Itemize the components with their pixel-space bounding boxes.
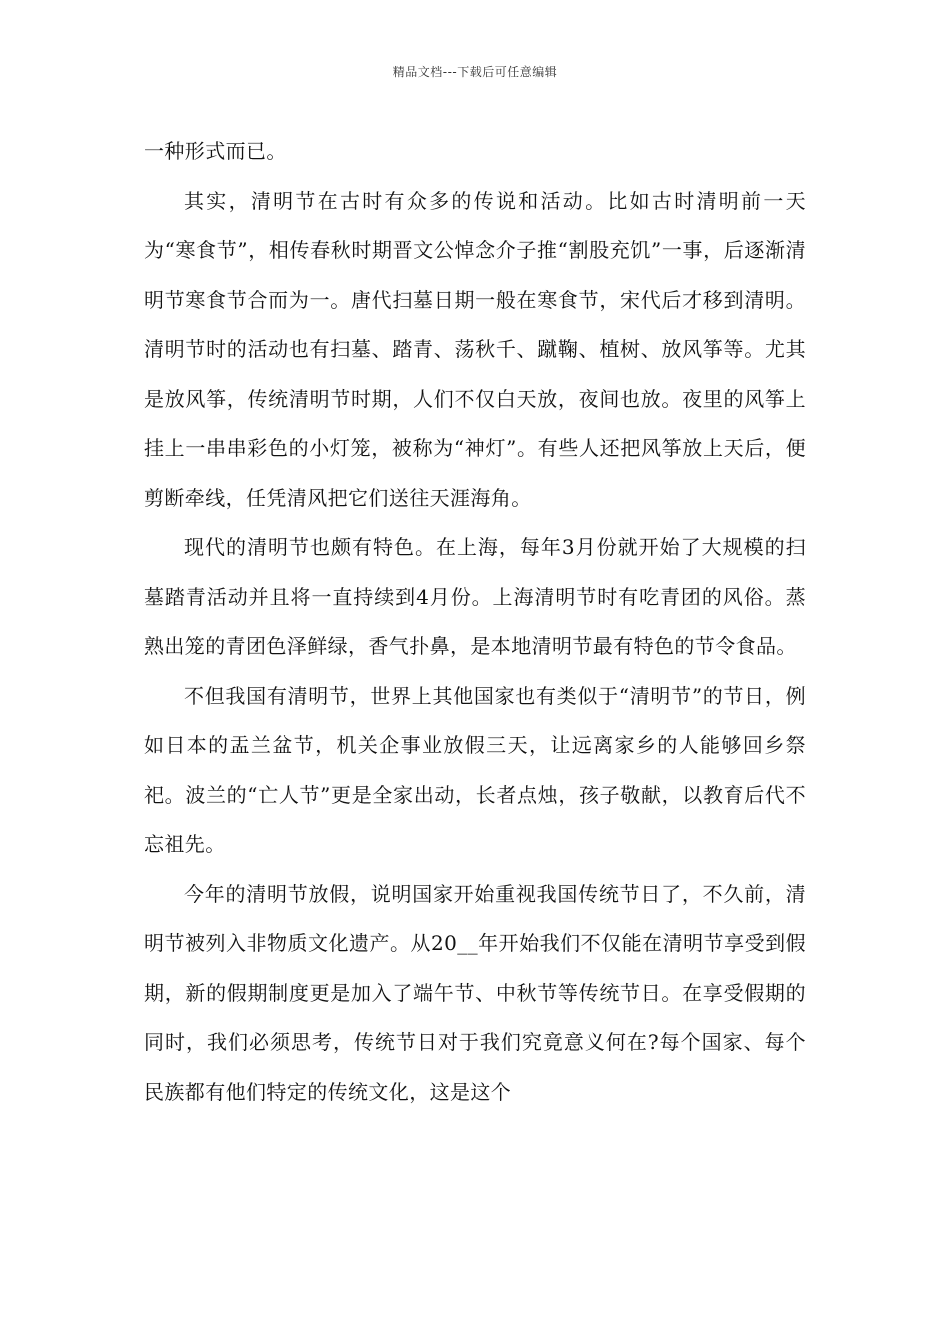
page-header: 精品文档---下载后可任意编辑 xyxy=(392,65,558,79)
paragraph-continuation: 一种形式而已。 xyxy=(144,139,287,163)
paragraph-other-countries: 不但我国有清明节，世界上其他国家也有类似于“清明节”的节日，例如日本的盂兰盆节，机关企事业放假三天，让远离家乡的人能够回乡祭祀。波兰的“亡人节”更是全家出动，长者点烛，孩子敬献，以教育后代不忘祖先。 xyxy=(144,683,806,856)
paragraph-modern-shanghai: 现代的清明节也颇有特色。在上海，每年3月份就开始了大规模的扫墓踏青活动并且将一直持续到4月份。上海清明节时有吃青团的风俗。蒸熟出笼的青团色泽鲜绿，香气扑鼻，是本地清明节最有特色的节令食品。 xyxy=(144,535,806,658)
paragraph-ancient-customs: 其实，清明节在古时有众多的传说和活动。比如古时清明前一天为“寒食节”，相传春秋时期晋文公悼念介子推“割股充饥”一事，后逐渐清明节寒食节合而为一。唐代扫墓日期一般在寒食节，宋代后才移到清明。清明节时的活动也有扫墓、踏青、荡秋千、蹴鞠、植树、放风筝等。尤其是放风筝，传统清明节时期，人们不仅白天放，夜间也放。夜里的风筝上挂上一串串彩色的小灯笼，被称为“神灯”。有些人还把风筝放上天后，便剪断牵线，任凭清风把它们送往天涯海角。 xyxy=(144,188,806,510)
document-body xyxy=(144,127,806,1117)
paragraph-holiday-meaning: 今年的清明节放假，说明国家开始重视我国传统节日了，不久前，清明节被列入非物质文化遗产。从20__年开始我们不仅能在清明节享受到假期，新的假期制度更是加入了端午节、中秋节等传统节日。在享受假期的同时，我们必须思考，传统节日对于我们究竟意义何在?每个国家、每个民族都有他们特定的传统文化，这是这个 xyxy=(144,881,806,1104)
